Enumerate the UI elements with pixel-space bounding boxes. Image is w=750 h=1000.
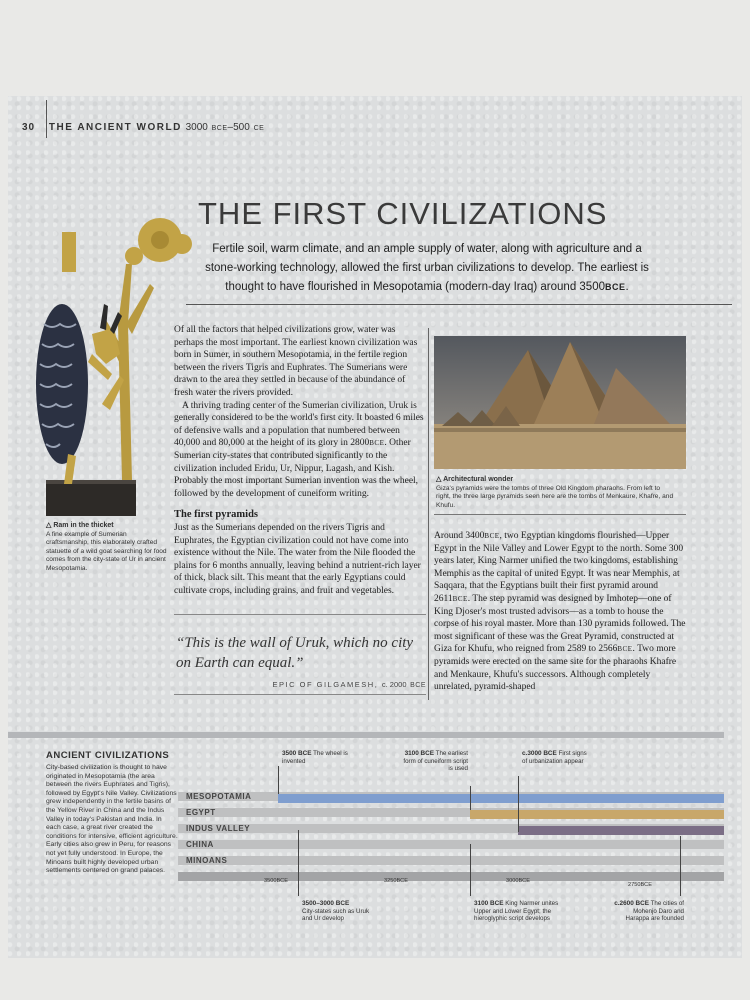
marker-line-uruk xyxy=(298,830,299,896)
note-urbanization xyxy=(522,750,592,765)
column-divider xyxy=(428,328,429,700)
row-label-indus-valley: INDUS VALLEY xyxy=(186,824,251,833)
note-uruk xyxy=(302,900,374,923)
col2-p1-a: Around 3400 xyxy=(434,531,485,541)
note-narmer-text: King Narmer unites Upper and Lower Egypt; the hieroglyphic script develops xyxy=(474,900,559,923)
quote-source xyxy=(208,680,426,689)
date-sep: –500 xyxy=(227,122,250,133)
column-one xyxy=(174,324,426,597)
quote-source-date: c. 2000 xyxy=(381,680,407,689)
ram-caption-heading: △ Ram in the thicket xyxy=(46,522,114,529)
era-bce: BCE xyxy=(211,125,228,132)
col1-paragraph-2 xyxy=(174,400,426,501)
section-title: THE ANCIENT WORLD xyxy=(48,122,182,133)
marker-line-wheel xyxy=(278,766,279,794)
row-label-china: CHINA xyxy=(186,840,214,849)
col1-p2-era: BCE xyxy=(369,439,385,448)
quote-source-name: EPIC OF GILGAMESH, xyxy=(272,680,379,689)
page-title: THE FIRST CIVILIZATIONS xyxy=(198,196,608,231)
quote-rule-top xyxy=(174,614,426,615)
ram-statuette-image xyxy=(22,204,192,519)
timeline-top-band xyxy=(8,732,724,738)
marker-line-narmer xyxy=(470,844,471,896)
subheading-first-pyramids: The first pyramids xyxy=(174,509,258,521)
note-cuneiform-text: The earliest form of cuneiform script is used xyxy=(403,750,468,773)
col1-p2-end: . Other Sumerian city-states that contributed significantly to the civilization included Eridu, Ur, Nippur, Lagash, and Kish. Probably the most important Sumerian invention was the wheel, followed by the development of cuneiform writing. xyxy=(174,438,419,499)
ram-caption xyxy=(46,522,168,574)
marker-line-cuneiform xyxy=(470,786,471,810)
note-urban-text: First signs of urbanization appear xyxy=(522,750,587,765)
title-rule xyxy=(186,304,732,305)
marker-line-urban xyxy=(518,776,519,832)
note-mohenjo-text: The cities of Mohenjo Daro and Harappa are founded xyxy=(625,900,684,923)
date-start: 3000 xyxy=(185,122,208,133)
bar-mesopotamia xyxy=(278,794,724,803)
col1-paragraph-3: Just as the Sumerians depended on the rivers Tigris and Euphrates, the Egyptian civilization could not have come into existence without the Nile. The water from the Nile flooded the plains for 6 months annually, leaving behind a nutrient-rich layer of thick, black silt. This meant that the early Egyptians could cultivate crops, including grains, and fruit and vegetables. xyxy=(174,522,421,596)
row-label-egypt: EGYPT xyxy=(186,808,216,817)
timeline-axis-band xyxy=(178,872,724,881)
col1-p2-start: A thriving trading center of the Sumerian civilization, Uruk is generally considered to be the world's first city. It boasted 6 miles of defensive walls and a population that numbered between 40,000 and 80,000 at the height of its glory in 2800 xyxy=(174,400,424,449)
note-mohenjo-daro xyxy=(614,900,684,923)
quote-rule-bottom xyxy=(174,694,426,695)
col1-paragraph-1: Of all the factors that helped civilizations grow, water was perhaps the most important. The earliest known civilization was born in Sumer, in southern Mesopotamia, in the fertile region between the rivers Tigris and Euphrates. The Sumerians were drawn to the area they settled in because of the abundance of fresh water the rivers provided. xyxy=(174,325,418,398)
timeline-title: ANCIENT CIVILIZATIONS xyxy=(46,750,170,761)
pyramid-caption-heading: △ Architectural wonder xyxy=(436,476,514,483)
giza-pyramids-image xyxy=(434,336,686,469)
col2-p1-b: , two Egyptian kingdoms flourished—Upper Egypt in the Nile Valley and Lower Egypt to the north. Some 300 years later, King Narmer unified the two kingdoms, establishing Memphis as the capital of united Egypt. It was near Memphis, at Saqqara, that the Egyptians built their first pyramid around 2611 xyxy=(434,531,684,604)
tick-2750: 2750BCE xyxy=(628,882,652,888)
row-label-mesopotamia: MESOPOTAMIA xyxy=(186,792,252,801)
tick-3000: 3000BCE xyxy=(506,878,530,884)
quote-text: “This is the wall of Uruk, which no city on Earth can equal.” xyxy=(176,635,414,671)
note-mohenjo-date: c.2600 BCE xyxy=(614,900,650,907)
note-cuneiform xyxy=(398,750,468,773)
tick-3500: 3500BCE xyxy=(264,878,288,884)
era-ce: CE xyxy=(253,125,265,132)
col2-p1-d: . Two more pyramids were erected on the same site for the pharaohs Khafre and Menkaure, Khufu's successors. Although completely unrelated, pyramid-shaped xyxy=(434,644,677,693)
note-wheel-date: 3500 BCE xyxy=(282,750,312,757)
note-wheel-text: The wheel is invented xyxy=(282,750,348,765)
timeline-description: City-based civilization is thought to have originated in Mesopotamia (the area between the rivers Euphrates and Tigris), followed by Egypt's Nile Valley. Civilizations grew independently in the fertile basins of the Yellow River in China and the Indus Valley in today's Pakistan and India. In each case, a great river created the conditions for intensive, efficient agriculture. Early cities also grew in Peru, for reasons not yet fully understood. In Europe, the Minoans built highly developed urban settlements centered on grand palaces. xyxy=(46,764,178,875)
intro-era: BCE xyxy=(605,282,626,292)
marker-line-mohenjo xyxy=(680,836,681,896)
tick-3250: 3250BCE xyxy=(384,878,408,884)
timeline-row-band xyxy=(178,856,724,865)
note-cuneiform-date: 3100 BCE xyxy=(404,750,435,757)
col2-p1-era3: BCE xyxy=(617,645,633,654)
note-uruk-text: City-states such as Uruk and Ur develop xyxy=(302,907,370,923)
row-label-minoans: MINOANS xyxy=(186,856,228,865)
note-narmer-date: 3100 BCE xyxy=(474,900,504,907)
intro-end: . xyxy=(625,281,629,293)
bar-indus-valley xyxy=(518,826,724,835)
ram-caption-text: A fine example of Sumerian craftsmanship, this elaborately crafted statuette of a wild goat searching for food comes from the city-state of Ur in ancient Mesopotamia. xyxy=(46,530,167,572)
book-page xyxy=(8,96,742,958)
running-head xyxy=(22,122,264,133)
col2-p1-era2: BCE xyxy=(452,594,468,603)
note-narmer xyxy=(474,900,574,923)
note-urban-date: c.3000 BCE xyxy=(522,750,557,757)
quote-source-era: BCE xyxy=(410,682,426,689)
col2-p1-c: . The step pyramid was designed by Imhotep—one of King Djoser's most trusted advisors—as a tomb to house the corpse of his royal master. More than 130 pyramids followed. The most significant of these was the Great Pyramid, constructed at Giza for Khufu, who reigned from 2589 to 2566 xyxy=(434,593,686,655)
pyramid-caption-text: Giza's pyramids were the tombs of three Old Kingdom pharaohs. From left to right, the three large pyramids seen here are the tombs of Menkaure, Khafre, and Khufu. xyxy=(436,484,674,509)
header-divider xyxy=(46,100,47,138)
col2-paragraph-1 xyxy=(434,530,686,694)
note-wheel xyxy=(282,750,352,765)
caption-rule xyxy=(434,514,686,515)
intro-text xyxy=(196,240,658,297)
timeline-row-band xyxy=(178,840,724,849)
pyramid-caption xyxy=(436,476,676,510)
column-two xyxy=(434,530,686,694)
page-number: 30 xyxy=(22,122,36,133)
bar-egypt xyxy=(470,810,724,819)
col2-p1-era1: BCE xyxy=(484,532,500,540)
intro-body: Fertile soil, warm climate, and an ample supply of water, along with agriculture and a stone-working technology, allowed the first urban civilizations to develop. The earliest is thought to have flourished in Mesopotamia (modern-day Iraq) around 3500 xyxy=(205,243,649,293)
note-uruk-date: 3500–3000 BCE xyxy=(302,900,350,907)
